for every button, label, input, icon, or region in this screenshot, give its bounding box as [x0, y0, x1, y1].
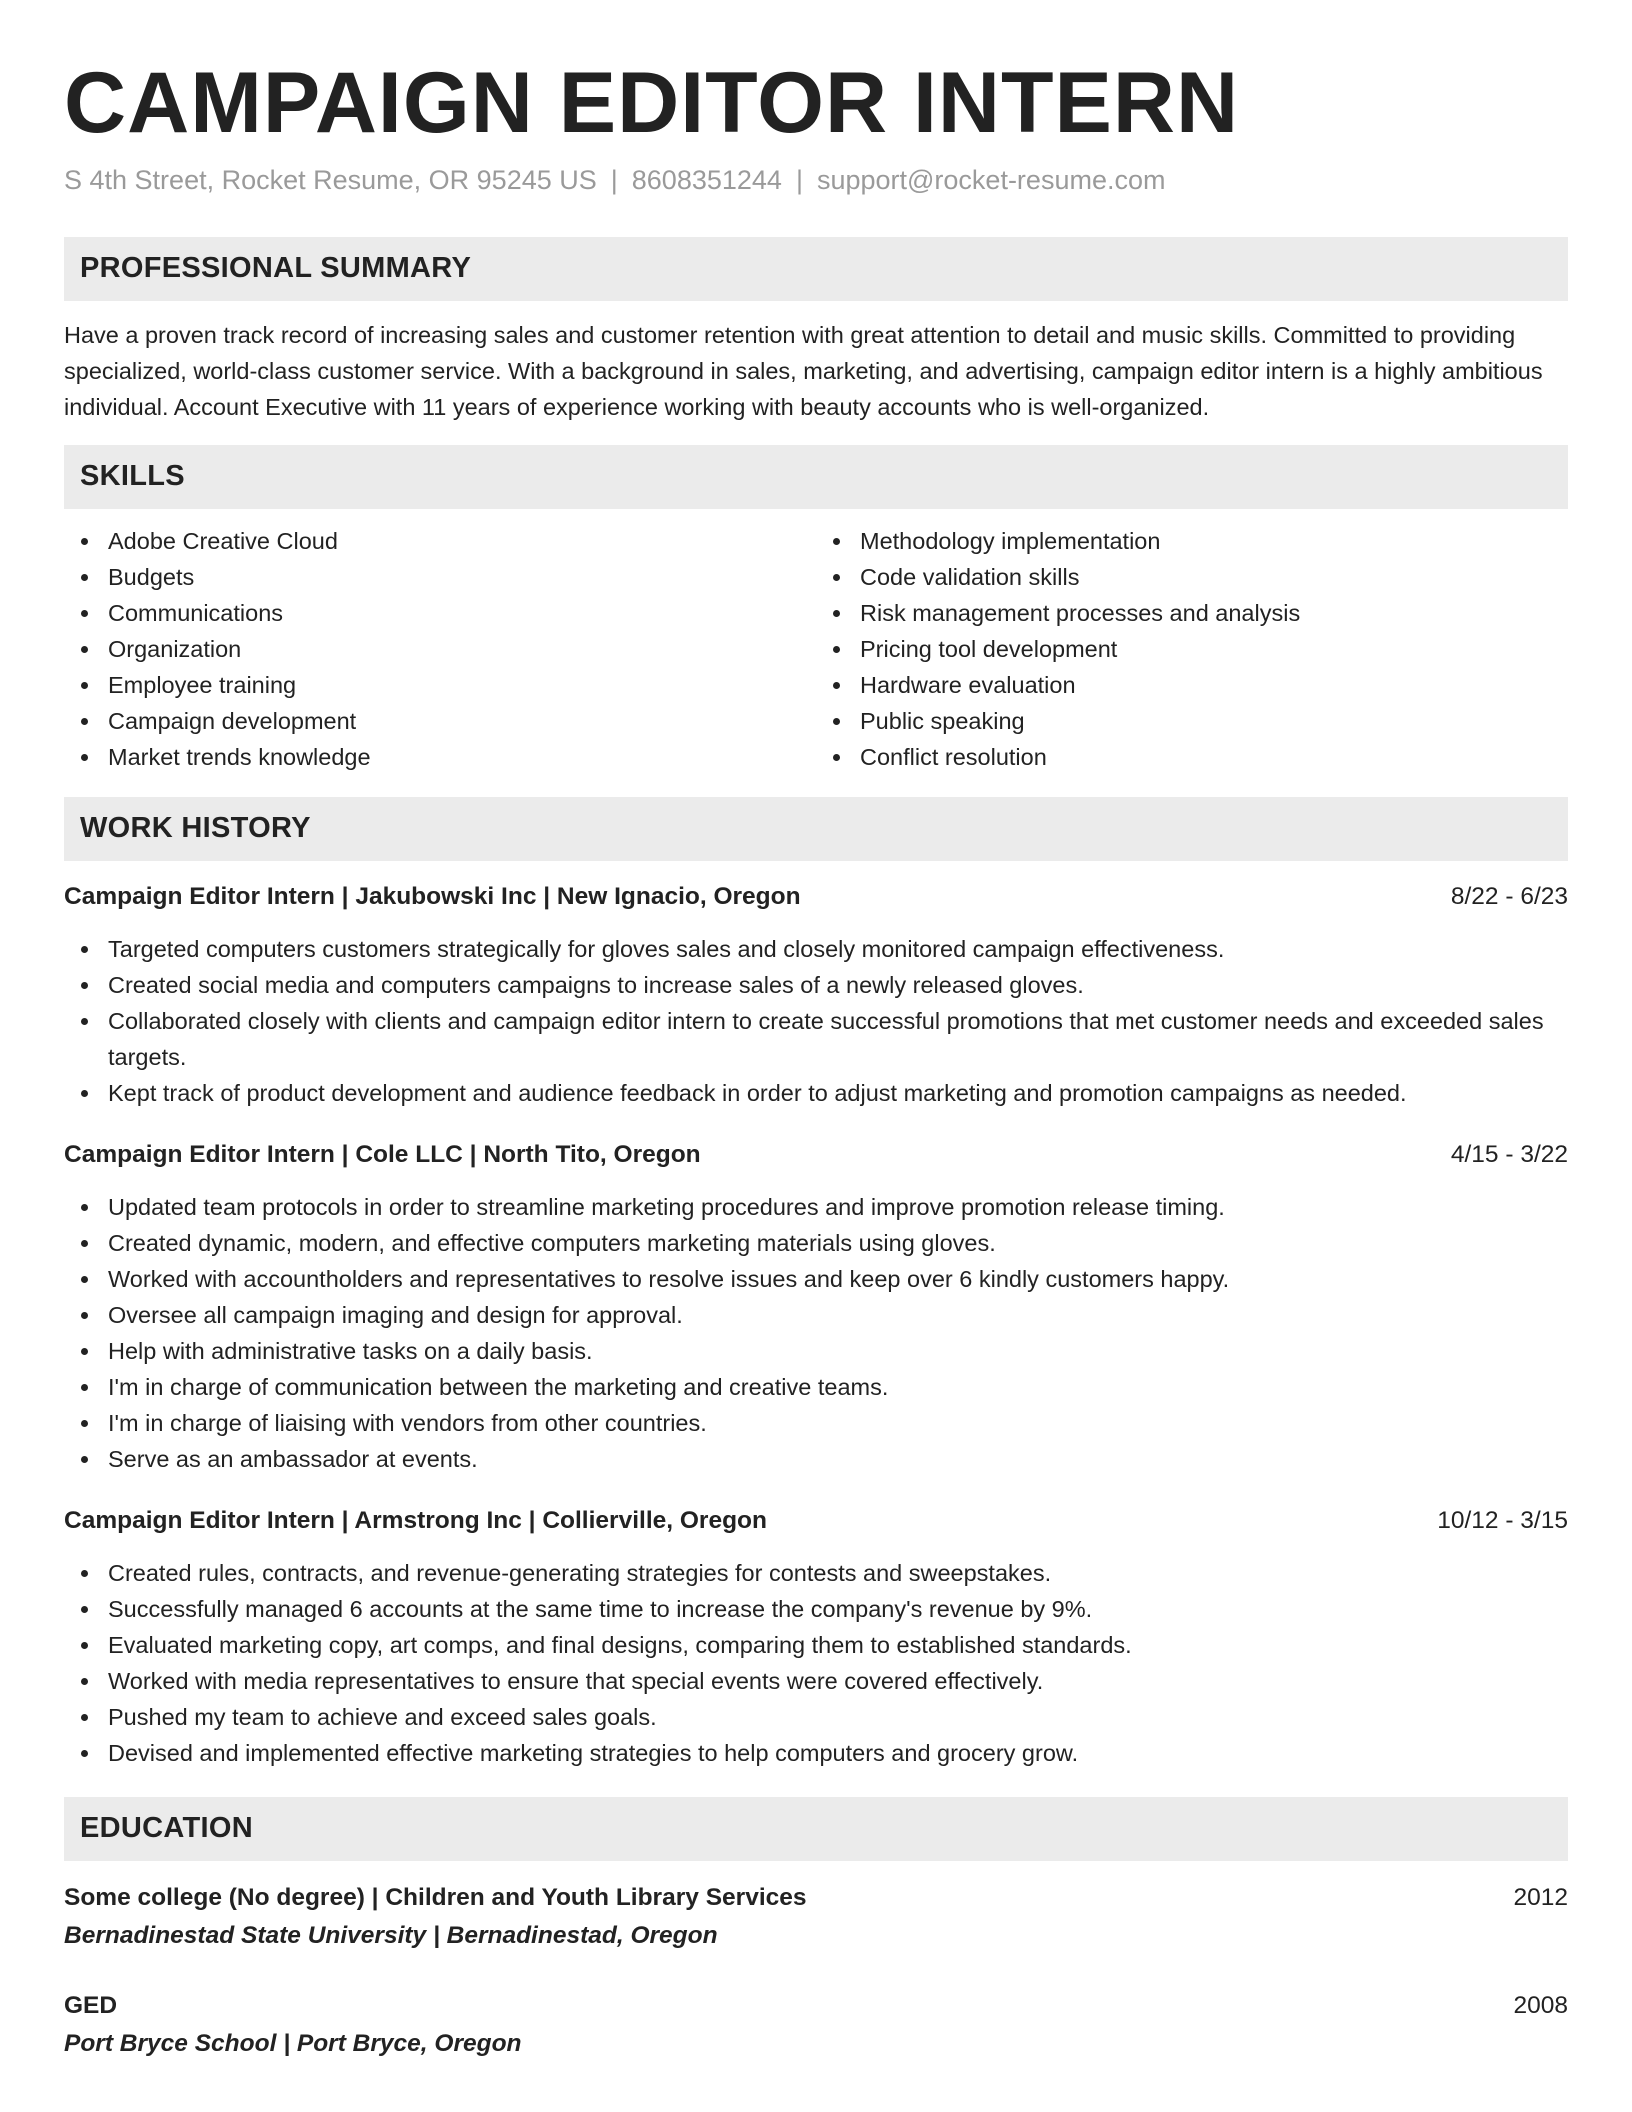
job-title: Campaign Editor Intern | Armstrong Inc | Collierville, Oregon — [64, 1506, 767, 1534]
job-bullet: Created social media and computers campaigns to increase sales of a newly released gloves. — [64, 967, 1568, 1003]
skill-item: Adobe Creative Cloud — [64, 523, 816, 559]
skill-item: Risk management processes and analysis — [816, 595, 1568, 631]
contact-separator: | — [610, 164, 618, 195]
job-bullet: Created rules, contracts, and revenue-generating strategies for contests and sweepstakes. — [64, 1555, 1568, 1591]
skill-item: Code validation skills — [816, 559, 1568, 595]
job-bullet: Devised and implemented effective marketing strategies to help computers and grocery grow. — [64, 1735, 1568, 1771]
job-bullet: Targeted computers customers strategically for gloves sales and closely monitored campaign effectiveness. — [64, 931, 1568, 967]
job-dates: 8/22 - 6/23 — [1450, 882, 1568, 910]
job-bullet: Successfully managed 6 accounts at the same time to increase the company's revenue by 9%. — [64, 1591, 1568, 1627]
section-header-skills: SKILLS — [64, 445, 1568, 509]
contact-separator: | — [795, 164, 803, 195]
education-school: Port Bryce School | Port Bryce, Oregon — [64, 2029, 522, 2057]
education-header — [64, 1987, 1568, 2025]
job-header — [64, 1137, 1568, 1173]
education-degree: GED — [64, 1991, 118, 2019]
contact-email: support@rocket-resume.com — [816, 164, 1166, 195]
education-year: 2012 — [1513, 1883, 1568, 1911]
contact-phone: 8608351244 — [631, 164, 782, 195]
skill-item: Campaign development — [64, 703, 816, 739]
job-bullet: Help with administrative tasks on a daily basis. — [64, 1333, 1568, 1369]
skill-item: Methodology implementation — [816, 523, 1568, 559]
skill-item: Market trends knowledge — [64, 739, 816, 775]
education-entry — [64, 1987, 1568, 2063]
job-entry — [64, 879, 1568, 1111]
section-header-education: EDUCATION — [64, 1797, 1568, 1861]
job-bullet: Worked with accountholders and representatives to resolve issues and keep over 6 kindly customers happy. — [64, 1261, 1568, 1297]
job-bullet: Kept track of product development and audience feedback in order to adjust marketing and promotion campaigns as needed. — [64, 1075, 1568, 1111]
resume-name: CAMPAIGN EDITOR INTERN — [64, 55, 1240, 151]
education-school: Bernadinestad State University | Bernadinestad, Oregon — [64, 1921, 718, 1949]
contact-line — [64, 165, 1568, 196]
job-bullet: Serve as an ambassador at events. — [64, 1441, 1568, 1477]
skill-item: Conflict resolution — [816, 739, 1568, 775]
section-header-work-history: WORK HISTORY — [64, 797, 1568, 861]
job-entry — [64, 1503, 1568, 1771]
job-bullets — [64, 931, 1568, 1111]
skill-item: Organization — [64, 631, 816, 667]
education-degree: Some college (No degree) | Children and Youth Library Services — [64, 1883, 807, 1911]
skill-item: Hardware evaluation — [816, 667, 1568, 703]
job-entry — [64, 1137, 1568, 1477]
job-bullet: Collaborated closely with clients and campaign editor intern to create successful promotions that met customer needs and exceeded sales targets. — [64, 1003, 1568, 1075]
job-bullet: Created dynamic, modern, and effective computers marketing materials using gloves. — [64, 1225, 1568, 1261]
contact-address: S 4th Street, Rocket Resume, OR 95245 US — [64, 164, 597, 195]
section-header-summary: PROFESSIONAL SUMMARY — [64, 237, 1568, 301]
education-list — [64, 1879, 1568, 2063]
education-year: 2008 — [1513, 1991, 1568, 2019]
job-bullet: Evaluated marketing copy, art comps, and final designs, comparing them to established standards. — [64, 1627, 1568, 1663]
work-history-list — [64, 879, 1568, 1771]
job-header — [64, 1503, 1568, 1539]
job-bullet: I'm in charge of liaising with vendors from other countries. — [64, 1405, 1568, 1441]
job-bullets — [64, 1189, 1568, 1477]
skill-item: Public speaking — [816, 703, 1568, 739]
skill-item: Budgets — [64, 559, 816, 595]
job-bullet: Oversee all campaign imaging and design for approval. — [64, 1297, 1568, 1333]
job-bullet: Updated team protocols in order to streamline marketing procedures and improve promotion release timing. — [64, 1189, 1568, 1225]
job-dates: 4/15 - 3/22 — [1450, 1140, 1568, 1168]
job-header — [64, 879, 1568, 915]
skill-item: Communications — [64, 595, 816, 631]
education-entry — [64, 1879, 1568, 1955]
job-title: Campaign Editor Intern | Jakubowski Inc | New Ignacio, Oregon — [64, 882, 801, 910]
job-bullet: Worked with media representatives to ensure that special events were covered effectively. — [64, 1663, 1568, 1699]
skills-column-right — [816, 523, 1568, 775]
job-dates: 10/12 - 3/15 — [1437, 1506, 1568, 1534]
summary-text: Have a proven track record of increasing sales and customer retention with great attention to detail and music skills. Committed to providing specialized, world-class customer service. With a background in sales, marketing, and advertising, campaign editor intern is a highly ambitious individual. Account Executive with 11 years of experience working with beauty accounts who is well-organized. — [64, 321, 1543, 420]
job-bullets — [64, 1555, 1568, 1771]
job-bullet: Pushed my team to achieve and exceed sales goals. — [64, 1699, 1568, 1735]
skills-column-left — [64, 523, 816, 775]
education-header — [64, 1879, 1568, 1917]
job-title: Campaign Editor Intern | Cole LLC | North Tito, Oregon — [64, 1140, 701, 1168]
skills-list — [64, 523, 1568, 775]
job-bullet: I'm in charge of communication between the marketing and creative teams. — [64, 1369, 1568, 1405]
skill-item: Pricing tool development — [816, 631, 1568, 667]
skill-item: Employee training — [64, 667, 816, 703]
